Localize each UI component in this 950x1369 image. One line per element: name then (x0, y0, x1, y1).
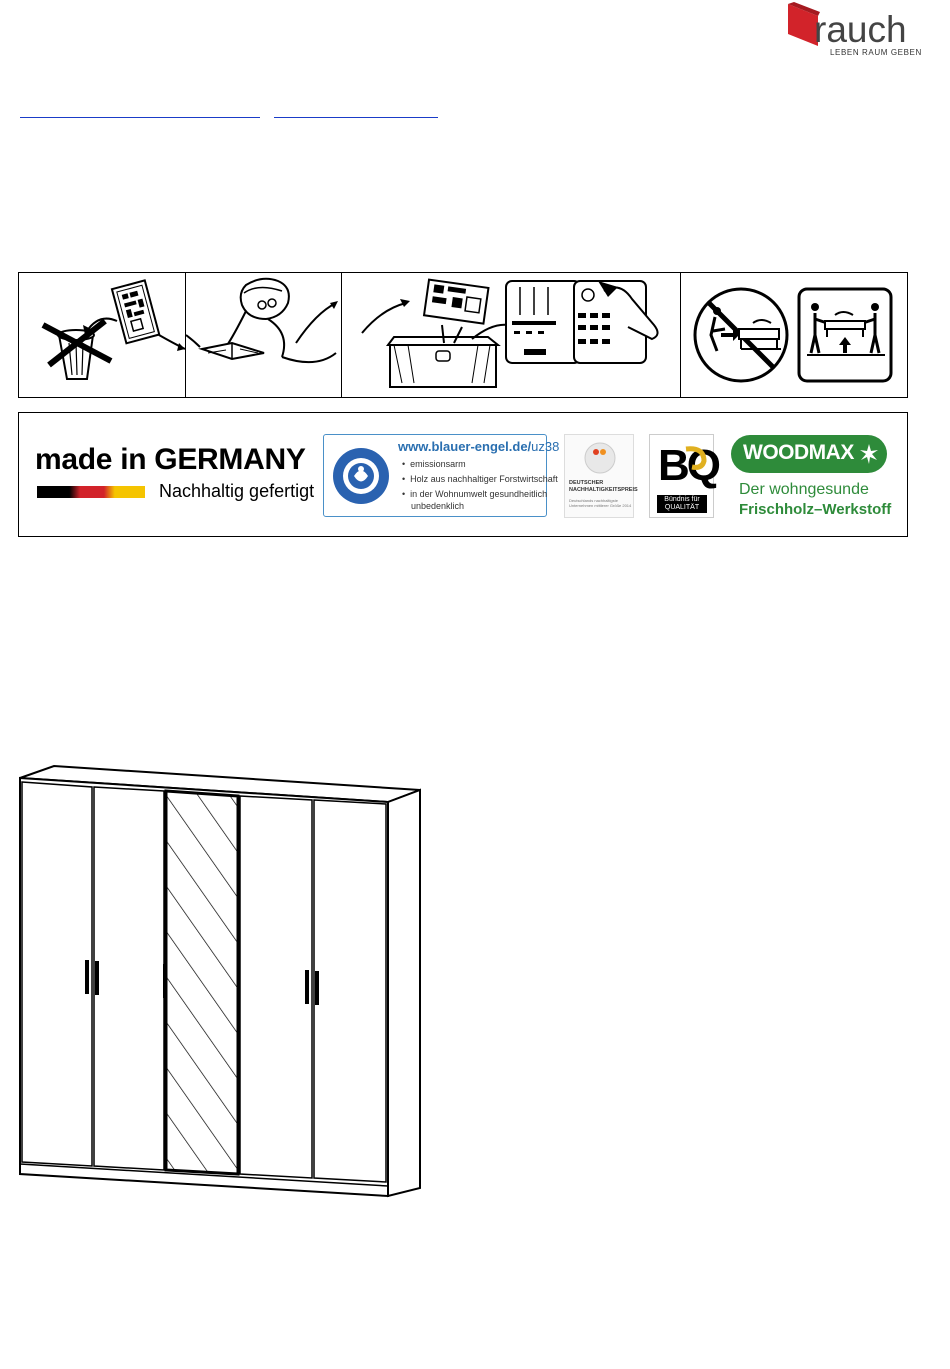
blauer-engel-item-2: • Holz aus nachhaltiger Forstwirtschaft (402, 474, 558, 484)
bq-subtitle: Bündnis für QUALITÄT (657, 495, 707, 513)
wardrobe-door-1 (22, 782, 92, 1166)
blauer-engel-seal-icon (332, 443, 390, 509)
rauch-logo (784, 0, 922, 62)
bq-letters: BQ (658, 441, 718, 490)
no-trash-icon (19, 273, 185, 397)
read-instructions-cell (186, 273, 342, 397)
blauer-engel-url-code: uz38 (531, 439, 560, 454)
woodmax-line-1: Der wohngesunde (739, 481, 869, 498)
germany-flag-bar-icon (37, 486, 145, 498)
instruction-strip (18, 272, 908, 398)
wardrobe-door-5 (314, 800, 386, 1182)
woodmax-line-2: Frischholz–Werkstoff (739, 501, 892, 518)
blauer-engel-url (398, 439, 559, 454)
blauer-engel-item-4: unbedenklich (411, 501, 465, 511)
woodmax-logo (731, 435, 887, 473)
link-1[interactable] (20, 105, 260, 118)
wardrobe-mirror-door (166, 791, 238, 1174)
wardrobe-door-2 (94, 787, 164, 1170)
award-sphere-icon (583, 441, 617, 475)
nachhaltigkeitspreis-small: Deutschlands nachhaltigste Unternehmen mittlerer Größe 2014 (569, 498, 632, 508)
woodmax-star-icon (859, 444, 879, 464)
link-2[interactable] (274, 105, 438, 118)
certification-strip (18, 412, 908, 537)
wardrobe-illustration (14, 760, 426, 1200)
bq-gold-accent-icon (682, 445, 708, 471)
lift-dont-push-icon (681, 273, 907, 397)
made-in-germany-subtitle: Nachhaltig gefertigt (159, 481, 315, 501)
nachhaltigkeitspreis-title: DEUTSCHER NACHHALTIGKEITSPREIS (569, 480, 638, 493)
blauer-engel-url-prefix: www.blauer-engel.de/ (398, 439, 532, 454)
blauer-engel-badge (323, 434, 560, 517)
logo-tagline: LEBEN RAUM GEBEN (830, 48, 922, 57)
buendnis-fuer-qualitaet-badge (649, 434, 718, 518)
woodmax-name: WOODMAX (743, 441, 854, 464)
made-in-germany-title: made in GERMANY (35, 443, 306, 476)
dont-discard-instructions-cell (19, 273, 186, 397)
blauer-engel-item-1: • emissionsarm (402, 459, 466, 469)
handling-warning-cell (681, 273, 907, 397)
file-instructions-icon (342, 273, 680, 397)
logo-wordmark: rauch (814, 9, 907, 50)
nachhaltigkeitspreis-badge (564, 434, 638, 518)
blauer-engel-item-3: • in der Wohnumwelt gesundheitlich (402, 489, 548, 499)
wardrobe-door-4 (240, 796, 312, 1178)
reading-person-icon (186, 273, 341, 397)
keep-instructions-cell (342, 273, 681, 397)
